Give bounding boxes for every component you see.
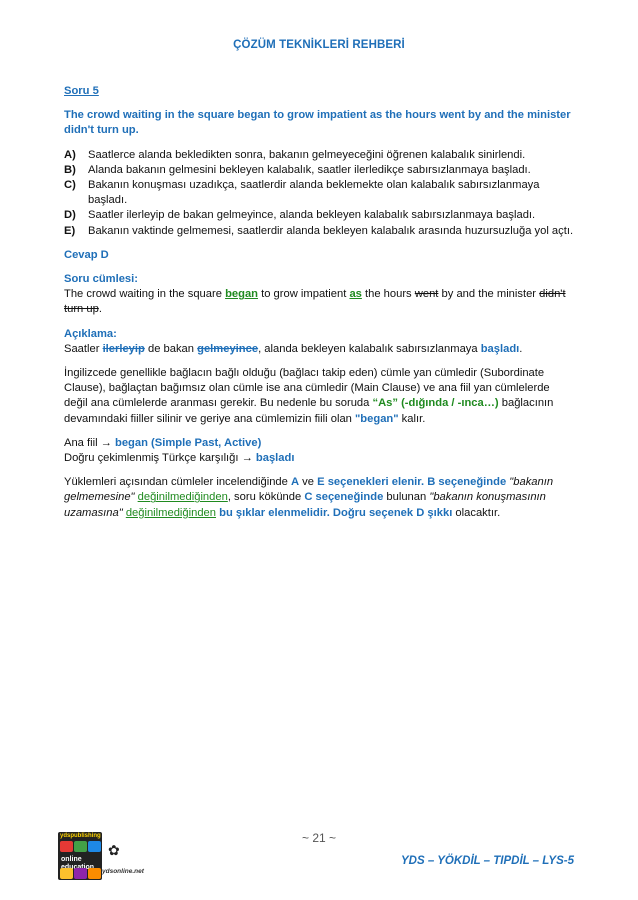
soru-cumlesi-heading: Soru cümlesi: [64, 273, 138, 286]
c-quote: "bakanın konuşmasının uzamasına" [64, 491, 546, 519]
publisher-logo [58, 832, 154, 882]
deginilmediginden-1: değinilmediğinden [137, 491, 228, 504]
struck-ilerleyip: ilerleyip [102, 342, 145, 355]
option-a-ref: A [290, 476, 300, 489]
b-quote: "bakanın gelmemesine" [64, 476, 554, 504]
footer-exam-list: YDS – YÖKDİL – TIPDİL – LYS-5 [401, 855, 574, 867]
soru-cumlesi-text [64, 287, 574, 317]
highlight-basladi: başladı [480, 342, 520, 355]
text-run: kalır. [398, 412, 426, 425]
option-letter: D) [64, 209, 76, 222]
option-d [64, 208, 574, 223]
text-run: Yüklemleri açısından cümleler incelendiğinde [64, 476, 291, 489]
b-seceneginde: B seçeneğinde [427, 476, 507, 489]
dogru-secenek: Doğru seçenek D şıkkı [332, 506, 453, 519]
option-letter: A) [64, 148, 76, 161]
option-letter: B) [64, 163, 76, 176]
text-run: to grow impatient [258, 288, 350, 301]
logo-brand-text: ydspublishing [60, 833, 101, 839]
option-letter: C) [64, 179, 76, 192]
option-c [64, 178, 574, 208]
logo-online: online [61, 856, 82, 863]
text-run: İngilizcede genellikle bağlacın bağlı olduğu (bağlacı takip eden) cümle yan cümledir (Subordinate Clause), bağlaçtan bağımsız olan cümle ise ana cümledir (Main Clause) ve ana fiil yan cümlelerde değil ana cümlelerde aranması gerekir. Bu nedenle bu soruda [64, 367, 550, 410]
option-letter: E) [64, 224, 76, 237]
verb-line-1 [64, 436, 574, 451]
bu-siklar-elenmelidir: bu şıklar elenmelidir. [219, 506, 330, 519]
option-text: Saatler ilerleyip de bakan gelmeyince, alanda bekleyen kalabalık sabırsızlanmaya başladı. [88, 209, 536, 222]
text-run: bulunan [383, 491, 430, 504]
highlight-as-quote: “As” (-dığında / -ınca…) [372, 397, 499, 410]
text-run: ve [299, 476, 318, 489]
deginilmediginden-2: değinilmediğinden [125, 506, 217, 519]
option-text: Bakanın konuşması uzadıkça, saatlerdir alanda beklemekte olan kalabalık sabırsızlanmaya başladı. [88, 179, 540, 207]
logo-site: ydsonline.net [102, 868, 144, 875]
aciklama-text [64, 342, 574, 357]
text-run: by and the minister [438, 288, 540, 301]
explanation-paragraph [64, 366, 574, 427]
page-number: ~ 21 ~ [301, 831, 337, 845]
question-sentence: The crowd waiting in the square began to grow impatient as the hours went by and the minister didn't turn up. [64, 109, 571, 137]
verb-translation: başladı [255, 452, 295, 465]
content [64, 84, 574, 521]
aciklama-heading: Açıklama: [64, 327, 117, 340]
text-run: olacaktır. [452, 506, 501, 519]
option-text: Alanda bakanın gelmesini bekleyen kalabalık, saatler ilerledikçe sabırsızlanmaya başladı. [88, 163, 531, 176]
answer-label: Cevap D [64, 248, 109, 261]
text-run: the hours [361, 288, 415, 301]
logo-mark-icon: ✿ [108, 842, 120, 858]
text-run: bağlacının devamındaki fiiller silinir ve geriye ana cümlemizin fiili olan [64, 397, 554, 425]
highlight-as: as [349, 288, 362, 301]
text-run: , soru kökünde [227, 491, 305, 504]
text-run: Saatler [64, 342, 103, 355]
verb-value: began (Simple Past, Active) [114, 436, 262, 449]
verb-line-2 [64, 451, 574, 466]
option-a [64, 148, 574, 163]
highlight-began: began [225, 288, 259, 301]
c-seceneginde: C seçeneğinde [304, 491, 384, 504]
page-header-title: ÇÖZÜM TEKNİKLERİ REHBERİ [233, 39, 405, 51]
question-label: Soru 5 [64, 85, 99, 97]
option-text: Bakanın vaktinde gelmemesi, saatlerdir alanda bekleyen kalabalık arasında huzursuzluğa yol açtı. [88, 224, 574, 237]
e-elenir: E seçenekleri elenir. [317, 476, 425, 489]
text-run: Ana fiil → [64, 436, 115, 449]
text-run: , alanda bekleyen kalabalık sabırsızlanmaya [258, 342, 481, 355]
text-run: . [519, 342, 523, 355]
struck-didnt-turn-up: didn't turn up [64, 288, 566, 316]
puzzle-logo-icon [58, 832, 102, 880]
text-run: . [98, 303, 102, 316]
options-list [64, 148, 574, 239]
option-b [64, 163, 574, 178]
option-e [64, 224, 574, 239]
highlight-began-quote: "began" [355, 412, 399, 425]
struck-went: went [414, 288, 439, 301]
text-run: The crowd waiting in the square [64, 288, 226, 301]
option-text: Saatlerce alanda bekledikten sonra, bakanın gelmeyeceğini öğrenen kalabalık sinirlendi. [88, 148, 526, 161]
struck-gelmeyince: gelmeyince [197, 342, 259, 355]
conclusion-paragraph [64, 475, 574, 521]
text-run: Doğru çekimlenmiş Türkçe karşılığı → [64, 452, 256, 465]
text-run: de bakan [144, 342, 198, 355]
